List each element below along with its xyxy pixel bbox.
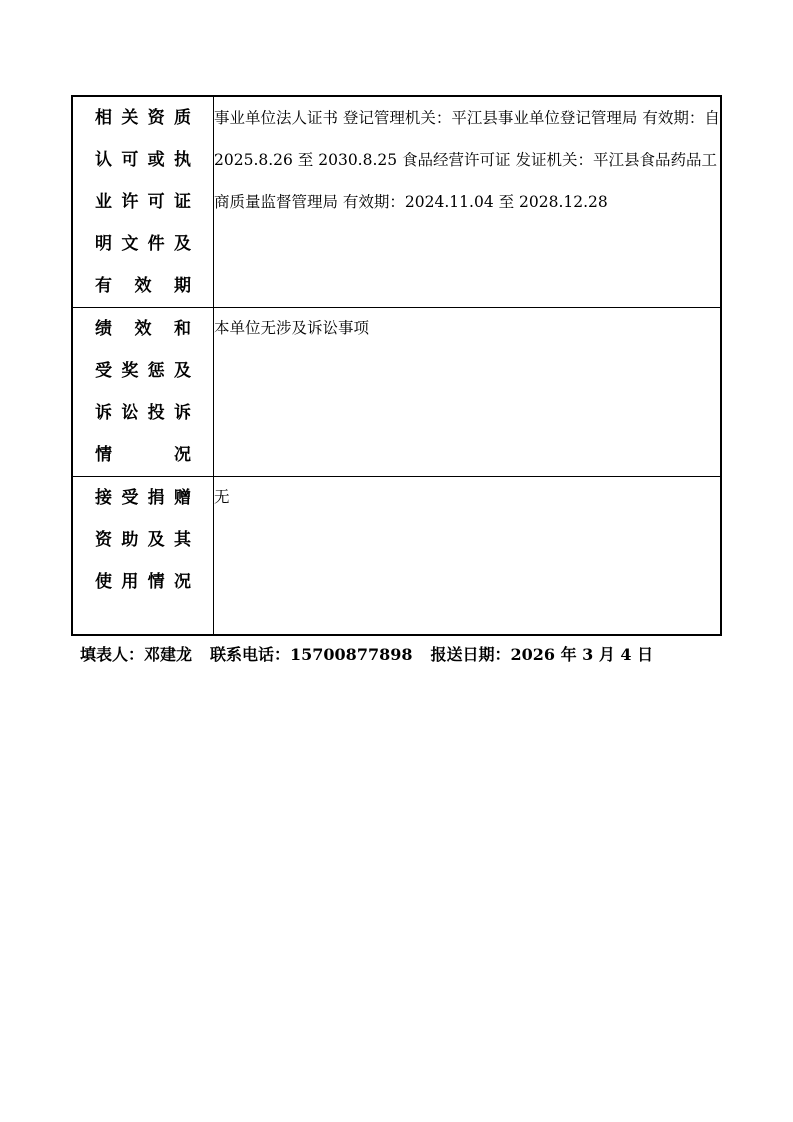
performance-label-cell [72, 308, 214, 477]
donation-label: 接受捐赠 资助及其 使用情况 [95, 488, 191, 592]
donation-content: 无 [214, 488, 230, 506]
license-content: 事业单位法人证书 登记管理机关：平江县事业单位登记管理局 有效期：自 2025.8.26 至 2030.8.25 食品经营许可证 发证机关：平江县食品药品工商质量监督管理局 有效期：2024.11.04 至 2028.12.28 [214, 109, 720, 211]
table-row-license [72, 96, 721, 308]
report-table [71, 95, 722, 636]
report-date: 报送日期：2026 年 3 月 4 日 [430, 645, 654, 664]
performance-label: 绩效和 受奖惩及 诉讼投诉 情况 [95, 319, 191, 465]
table-row-performance [72, 308, 721, 477]
donation-label-cell [72, 477, 214, 636]
donation-content-cell [214, 477, 722, 636]
license-content-cell [214, 96, 722, 308]
table-row-donation [72, 477, 721, 636]
form-footer [80, 643, 730, 667]
license-label-cell [72, 96, 214, 308]
performance-content-cell [214, 308, 722, 477]
performance-content: 本单位无涉及诉讼事项 [214, 319, 370, 337]
license-label: 相关资质 认可或执 业许可证 明文件及 有效期 [95, 108, 191, 296]
filler-name: 填表人：邓建龙 [80, 645, 193, 664]
contact-phone: 联系电话：15700877898 [210, 645, 413, 664]
